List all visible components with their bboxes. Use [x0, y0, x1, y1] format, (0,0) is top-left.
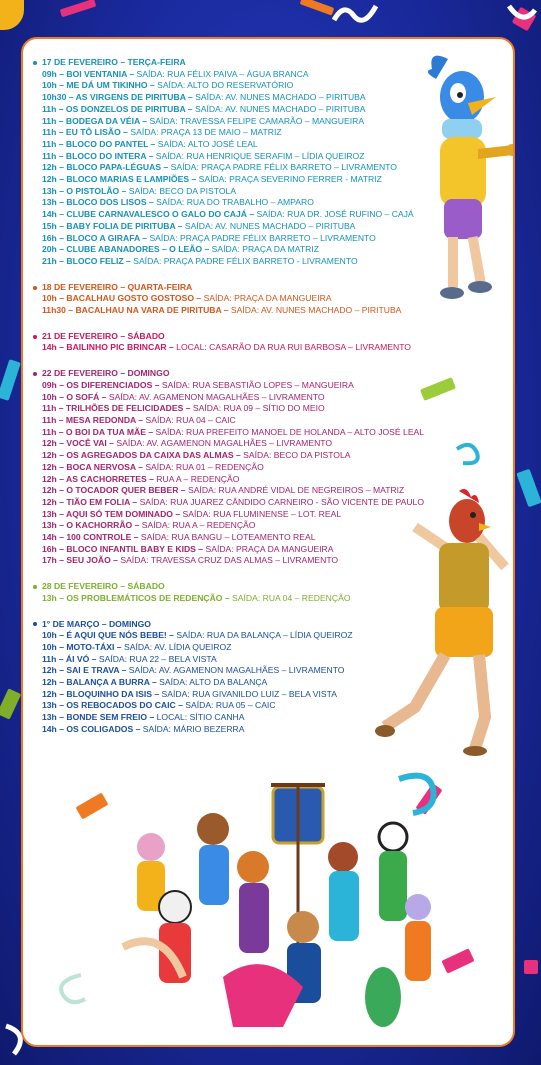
event-location: SAÍDA: MÁRIO BEZERRA: [140, 723, 245, 734]
event-location: SAÍDA: AV. LÍDIA QUEIROZ: [121, 641, 232, 652]
event-name: 14h – 100 CONTROLE –: [42, 532, 139, 543]
event-location: SAÍDA: PRAÇA 13 DE MAIO – MATRIZ: [127, 127, 282, 138]
event-name: 12h – BLOCO MARIAS E LAMPIÕES –: [42, 174, 197, 185]
event-location: SAÍDA: PRAÇA PADRE FÉLIX BARRETO – LIVRAMENTO: [168, 162, 397, 173]
event-name: 09h – OS DIFERENCIADOS –: [42, 379, 160, 390]
event-location: SAÍDA: PRAÇA DA MANGUEIRA: [203, 543, 334, 554]
event-name: 13h – O PISTOLÃO –: [42, 185, 127, 196]
day-header: [33, 57, 463, 69]
event-location: SAÍDA: RUA 22 – BELA VISTA: [96, 653, 217, 664]
event-name: 11h – TRILHÕES DE FELICIDADES –: [42, 403, 191, 414]
event-item: [33, 392, 463, 404]
event-location: SAÍDA: RUA FLUMINENSE – LOT. REAL: [180, 508, 342, 519]
event-location: SAÍDA: AV. NUNES MACHADO – PIRITUBA: [182, 220, 356, 231]
streamer-icon: [51, 969, 91, 1009]
event-name: 14h – BAILINHO PIC BRINCAR –: [42, 342, 174, 353]
event-item: [33, 474, 463, 486]
event-location: SAÍDA: BECO DA PISTOLA: [240, 450, 351, 461]
streamer-icon: [505, 0, 539, 30]
streamer-icon: [330, 0, 380, 26]
event-item: [33, 233, 463, 245]
event-location: SAÍDA: RUA 05 – CAIC: [182, 700, 276, 711]
event-location: SAÍDA: PRAÇA SEVERINO FERRER - MATRIZ: [196, 174, 382, 185]
confetti: [524, 960, 538, 974]
day-header-text: 18 DE FEVEREIRO – QUARTA-FEIRA: [42, 281, 193, 292]
event-name: 12h – OS AGREGADOS DA CAIXA DAS ALMAS –: [42, 450, 241, 461]
event-location: SAÍDA: TRAVESSA FELIPE CAMARÃO – MANGUEIRA: [147, 115, 365, 126]
event-name: 11h – ÁI VÓ –: [42, 653, 97, 664]
event-item: [33, 256, 463, 268]
event-item: [33, 197, 463, 209]
event-location: SAÍDA: ALTO JOSÉ LEAL: [155, 138, 258, 149]
event-item: [33, 403, 463, 415]
day-header-text: 28 DE FEVEREIRO – SÁBADO: [42, 581, 165, 592]
event-location: SAÍDA: RUA FÉLIX PAIVA – ÁGUA BRANCA: [134, 68, 309, 79]
event-name: 11h – MESA REDONDA –: [42, 414, 144, 425]
bullet-icon: [33, 622, 37, 626]
bullet-icon: [33, 335, 37, 339]
event-location: RUA A – REDENÇÃO: [153, 473, 240, 484]
event-item: [33, 162, 463, 174]
day-section-day-21: [33, 331, 463, 354]
event-name: 13h – OS REBOCADOS DO CAIC –: [42, 700, 183, 711]
event-name: 13h – OS PROBLEMÁTICOS DE REDENÇÃO –: [42, 592, 230, 603]
schedule-panel: [21, 37, 515, 1047]
event-name: 15h – BABY FOLIA DE PIRITUBA –: [42, 220, 183, 231]
event-location: SAÍDA: RUA A – REDENÇÃO: [139, 520, 256, 531]
event-item: [33, 174, 463, 186]
event-name: 16h – BLOCO A GIRAFA –: [42, 232, 148, 243]
event-location: SAÍDA: RUA BANGU – LOTEAMENTO REAL: [138, 532, 316, 543]
event-item: [33, 186, 463, 198]
rooster-dancer-mascot-icon: [375, 487, 515, 757]
event-location: SAÍDA: RUA 04 – REDENÇÃO: [229, 592, 351, 603]
event-item: [33, 450, 463, 462]
event-name: 11h30 – BACALHAU NA VARA DE PIRITUBA –: [42, 305, 229, 316]
event-location: SAÍDA: ALTO DO RESERVATÓRIO: [154, 80, 294, 91]
event-location: SAÍDA: RUA SEBASTIÃO LOPES – MANGUEIRA: [159, 379, 354, 390]
event-name: 10h – É AQUI QUE NÓS BEBE! –: [42, 630, 174, 641]
event-name: 11h – EU TÔ LISÃO –: [42, 127, 128, 138]
event-name: 13h – BLOCO DOS LISOS –: [42, 197, 154, 208]
event-name: 11h – BLOCO DO INTERA –: [42, 150, 154, 161]
event-location: SAÍDA: RUA DR. JOSÉ RUFINO – CAJÁ: [254, 209, 414, 220]
event-name: 17h – SEU JOÃO –: [42, 555, 118, 566]
day-header-text: 21 DE FEVEREIRO – SÁBADO: [42, 330, 165, 341]
event-item: [33, 151, 463, 163]
event-location: SAÍDA: TRAVESSA CRUZ DAS ALMAS – LIVRAMENTO: [117, 555, 339, 566]
day-header: [33, 331, 463, 343]
confetti: [441, 948, 474, 973]
event-item: [33, 69, 463, 81]
confetti: [0, 0, 24, 30]
event-location: SAÍDA: BECO DA PISTOLA: [126, 185, 237, 196]
event-name: 12h – BLOCO PAPA-LÉGUAS –: [42, 162, 169, 173]
event-location: SAÍDA: AV. AGAMENON MAGALHÃES – LIVRAMENTO: [113, 438, 333, 449]
confetti: [60, 0, 97, 17]
event-item: [33, 342, 463, 354]
event-name: 11h – OS DONZELOS DE PIRITUBA –: [42, 103, 193, 114]
event-name: 12h – BOCA NERVOSA –: [42, 461, 143, 472]
event-item: [33, 80, 463, 92]
event-name: 12h – O TOCADOR QUER BEBER –: [42, 485, 186, 496]
event-item: [33, 415, 463, 427]
event-name: 10h30 – AS VIRGENS DE PIRITUBA –: [42, 92, 193, 103]
event-name: 13h – BONDE SEM FREIO –: [42, 712, 155, 723]
event-name: 12h – BLOQUINHO DA ISIS –: [42, 688, 160, 699]
day-header-text: 22 DE FEVEREIRO – DOMINGO: [42, 368, 170, 379]
event-item: [33, 427, 463, 439]
event-item: [33, 116, 463, 128]
event-name: 12h – AS CACHORRETES –: [42, 473, 154, 484]
event-location: SAÍDA: AV. AGAMENON MAGALHÃES – LIVRAMENTO: [126, 665, 345, 676]
event-item: [33, 438, 463, 450]
event-name: 13h – O KACHORRÃO –: [42, 520, 140, 531]
event-name: 10h – O SOFÁ –: [42, 391, 107, 402]
event-name: 10h – ME DÁ UM TIKINHO –: [42, 80, 155, 91]
event-location: SAÍDA: RUA 09 – SÍTIO DO MEIO: [190, 403, 325, 414]
bullet-icon: [33, 372, 37, 376]
event-name: 12h – SAI E TRAVA –: [42, 665, 127, 676]
day-header-text: 1° DE MARÇO – DOMINGO: [42, 618, 151, 629]
event-name: 11h – BODEGA DA VÉIA –: [42, 115, 148, 126]
bullet-icon: [33, 286, 37, 290]
event-location: SAÍDA: PRAÇA DA MANGUEIRA: [201, 293, 332, 304]
event-name: 14h – CLUBE CARNAVALESCO O GALO DO CAJÁ –: [42, 209, 255, 220]
day-section-day-17: [33, 57, 463, 268]
event-name: 20h – CLUBE ABANADORES – O LEÃO –: [42, 244, 210, 255]
event-location: SAÍDA: RUA ANDRÉ VIDAL DE NEGREIROS – MATRIZ: [185, 485, 405, 496]
confetti: [0, 688, 21, 719]
event-location: SAÍDA: AV. AGAMENON MAGALHÃES – LIVRAMENTO: [106, 391, 325, 402]
event-location: SAÍDA: PRAÇA PADRE FÉLIX BARRETO - LIVRAMENTO: [130, 255, 358, 266]
event-name: 21h – BLOCO FELIZ –: [42, 255, 131, 266]
event-location: SAÍDA: RUA JUAREZ CÂNDIDO CARNEIRO - SÃO VICENTE DE PAULO: [137, 496, 425, 507]
event-item: [33, 221, 463, 233]
streamer-icon: [453, 439, 489, 469]
event-location: SAÍDA: RUA GIVANILDO LUIZ – BELA VISTA: [159, 688, 337, 699]
day-header: [33, 368, 463, 380]
event-item: [33, 139, 463, 151]
event-location: LOCAL: CASARÃO DA RUA RUI BARBOSA – LIVRAMENTO: [173, 342, 411, 353]
bird-trumpeter-mascot-icon: [418, 49, 515, 309]
event-name: 16h – BLOCO INFANTIL BABY E KIDS –: [42, 543, 204, 554]
event-location: SAÍDA: RUA PREFEITO MANOEL DE HOLANDA – ALTO JOSÉ LEAL: [153, 426, 425, 437]
confetti: [0, 359, 21, 401]
event-location: SAÍDA: PRAÇA DA MATRIZ: [209, 244, 319, 255]
event-item: [33, 209, 463, 221]
day-header-text: 17 DE FEVEREIRO – TERÇA-FEIRA: [42, 57, 186, 67]
event-item: [33, 244, 463, 256]
event-location: SAÍDA: AV. NUNES MACHADO – PIRITUBA: [192, 103, 366, 114]
bullet-icon: [33, 61, 37, 65]
event-item: [33, 462, 463, 474]
event-location: SAÍDA: RUA DA BALANÇA – LÍDIA QUEIROZ: [173, 630, 353, 641]
confetti: [516, 469, 541, 508]
event-name: 12h – BALANÇA A BURRA –: [42, 677, 157, 688]
carnival-group-illustration-icon: [103, 777, 443, 1039]
event-location: SAÍDA: PRAÇA PADRE FÉLIX BARRETO – LIVRAMENTO: [147, 232, 376, 243]
event-location: LOCAL: SÍTIO CANHA: [154, 712, 245, 723]
bullet-icon: [33, 585, 37, 589]
day-section-day-18: [33, 282, 463, 317]
event-name: 13h – AQUI SÓ TEM DOMINADO –: [42, 508, 181, 519]
event-item: [33, 104, 463, 116]
event-name: 09h – BOI VENTANIA –: [42, 68, 135, 79]
day-header: [33, 282, 463, 294]
event-item: [33, 127, 463, 139]
event-item: [33, 305, 463, 317]
event-name: 12h – VOCÊ VAI –: [42, 438, 114, 449]
event-location: SAÍDA: AV. NUNES MACHADO – PIRITUBA: [192, 92, 366, 103]
event-location: SAÍDA: RUA HENRIQUE SERAFIM – LÍDIA QUEIROZ: [153, 150, 365, 161]
event-name: 10h – BACALHAU GOSTO GOSTOSO –: [42, 293, 202, 304]
event-location: SAÍDA: AV. NUNES MACHADO – PIRITUBA: [228, 305, 402, 316]
event-name: 14h – OS COLIGADOS –: [42, 723, 141, 734]
event-name: 10h – MOTO-TÁXI –: [42, 641, 122, 652]
event-name: 12h – TIÃO EM FOLIA –: [42, 496, 138, 507]
event-location: SAÍDA: RUA DO TRABALHO – AMPARO: [153, 197, 314, 208]
event-item: [33, 293, 463, 305]
event-item: [33, 92, 463, 104]
event-name: 11h – O BOI DA TUA MÃE –: [42, 426, 154, 437]
event-item: [33, 380, 463, 392]
event-name: 11h – BLOCO DO PANTEL –: [42, 138, 156, 149]
event-location: SAÍDA: RUA 04 – CAIC: [143, 414, 236, 425]
event-location: SAÍDA: ALTO DA BALANÇA: [156, 677, 268, 688]
event-location: SAÍDA: RUA 01 – REDENÇÃO: [142, 461, 264, 472]
